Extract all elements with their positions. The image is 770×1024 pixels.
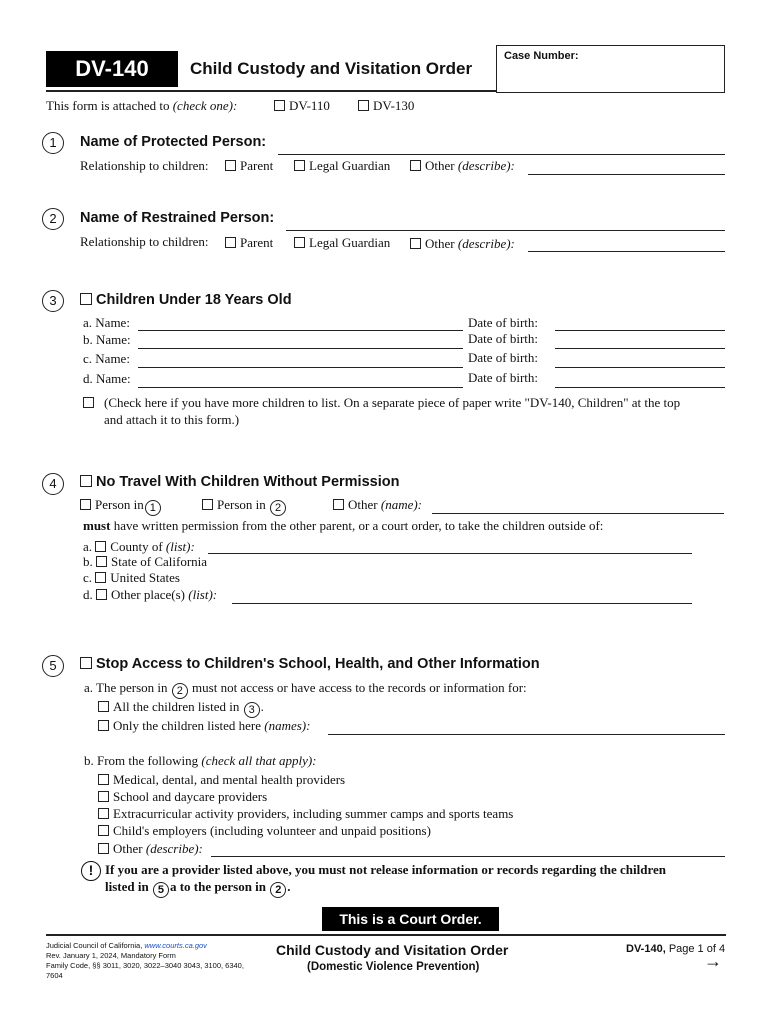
circle-ref-3: 3 [244, 702, 260, 718]
s1-guardian-option[interactable] [294, 158, 390, 174]
child-dob-field[interactable] [555, 348, 725, 349]
checkbox[interactable] [98, 774, 109, 785]
other-label: Other [425, 236, 455, 251]
page-number: Page 1 of 4 [668, 943, 726, 955]
s5-b-text: b. From the following (check all that apply): [84, 753, 317, 768]
code-text-2: 7604 [46, 971, 63, 980]
child-dob-field[interactable] [555, 367, 725, 368]
describe-hint: (describe): [457, 236, 515, 251]
dv130-label: DV-130 [373, 98, 415, 113]
restrained-name-field[interactable] [286, 230, 725, 231]
circle-ref-1: 1 [145, 500, 161, 516]
circle-ref-5: 5 [153, 882, 169, 898]
s4-item-a[interactable]: a. County of (list): [83, 539, 195, 554]
s5-a-text: a. The person in 2 must not access or have access to the records or information for: [84, 680, 527, 697]
checkbox[interactable] [80, 499, 91, 510]
more-children-checkbox-row[interactable] [83, 395, 98, 411]
checkbox[interactable] [274, 100, 285, 111]
child-name-field[interactable] [138, 330, 463, 331]
checkbox[interactable] [95, 572, 106, 583]
guardian-label: Legal Guardian [309, 235, 391, 250]
footer-rule [46, 934, 726, 936]
checkbox[interactable] [410, 238, 421, 249]
s2-rel-label: Relationship to children: [80, 234, 209, 249]
attached-label: This form is attached to [46, 98, 170, 113]
parent-label: Parent [240, 158, 274, 173]
child-dob-label: Date of birth: [468, 350, 539, 365]
parent-label: Parent [240, 235, 274, 250]
checkbox[interactable] [225, 160, 236, 171]
section-2-number: 2 [42, 208, 64, 230]
child-dob-label: Date of birth: [468, 331, 539, 346]
provider-other-field[interactable] [211, 856, 725, 857]
checkbox[interactable] [96, 556, 107, 567]
must-emphasis: must [83, 518, 111, 533]
attached-opt-dv110[interactable] [274, 98, 330, 114]
section-3-heading[interactable] [80, 292, 292, 308]
checkbox[interactable] [98, 825, 109, 836]
footer-title: Child Custody and Visitation Order [276, 942, 509, 958]
section-1-heading: Name of Protected Person: [80, 134, 267, 150]
attached-opt-dv130[interactable] [358, 98, 414, 114]
checkbox[interactable] [98, 791, 109, 802]
s1-other-option[interactable] [410, 158, 515, 174]
checkbox[interactable] [95, 541, 106, 552]
checkbox[interactable] [80, 475, 92, 487]
checkbox[interactable] [202, 499, 213, 510]
circle-ref-2: 2 [270, 500, 286, 516]
court-order-banner: This is a Court Order. [322, 907, 499, 931]
heading-text: Stop Access to Children's School, Health, and Other Information [96, 656, 540, 672]
more-children-line2: and attach it to this form.) [104, 412, 240, 427]
footer-left [46, 941, 244, 981]
form-id: DV-140 [75, 56, 149, 81]
courts-link[interactable]: www.courts.ca.gov [144, 941, 207, 950]
section-5-number: 5 [42, 655, 64, 677]
section-2-heading: Name of Restrained Person: [80, 210, 275, 226]
case-number-label: Case Number: [504, 50, 579, 62]
child-row: a. Name: [83, 315, 130, 330]
attached-hint: (check one): [172, 98, 238, 113]
circle-ref-2: 2 [172, 683, 188, 699]
s2-other-field[interactable] [528, 251, 725, 252]
s4-item-d[interactable]: d. Other place(s) (list): [83, 587, 218, 602]
checkbox[interactable] [98, 720, 109, 731]
provider-option[interactable]: Child's employers (including volunteer and unpaid positions) [98, 823, 431, 839]
footer-subtitle: (Domestic Violence Prevention) [307, 961, 480, 973]
child-dob-field[interactable] [555, 330, 725, 331]
section-5-heading[interactable] [80, 656, 540, 672]
other-label: Other [425, 158, 455, 173]
s2-parent-option[interactable] [225, 235, 273, 251]
child-dob-label: Date of birth: [468, 315, 539, 330]
next-page-arrow-icon[interactable]: → [704, 951, 722, 971]
header-rule [46, 90, 496, 92]
checkbox[interactable] [225, 237, 236, 248]
child-name-field[interactable] [138, 367, 463, 368]
s2-other-option[interactable] [410, 236, 515, 252]
child-dob-field[interactable] [555, 387, 725, 388]
provider-option[interactable]: School and daycare providers [98, 789, 267, 805]
heading-text: Children Under 18 Years Old [96, 292, 292, 308]
code-text: Family Code, §§ 3011, 3020, 3022–3040 3043, 3100, 6340, [46, 961, 244, 970]
checkbox[interactable] [98, 843, 109, 854]
heading-text: No Travel With Children Without Permission [96, 474, 400, 490]
provider-other-option[interactable]: Other (describe): [98, 841, 203, 857]
section-4-heading[interactable] [80, 474, 399, 490]
page-form-id: DV-140, [626, 943, 666, 955]
s5-only-option[interactable]: Only the children listed here (names): [98, 718, 310, 734]
section-4-number: 4 [42, 473, 64, 495]
warning-line2: listed in 5 a to the person in 2 . [105, 879, 291, 896]
checkbox[interactable] [410, 160, 421, 171]
checkbox[interactable] [83, 397, 94, 408]
name-hint: (name): [380, 497, 423, 512]
s1-parent-option[interactable] [225, 158, 273, 174]
checkbox[interactable] [294, 160, 305, 171]
other-label: Other [348, 497, 378, 512]
checkbox[interactable] [96, 589, 107, 600]
s5-all-option[interactable]: All the children listed in 3 . [98, 699, 264, 718]
child-name-field[interactable] [138, 348, 463, 349]
s4-item-c[interactable]: c. United States [83, 570, 180, 585]
form-title: Child Custody and Visitation Order [190, 59, 473, 78]
guardian-label: Legal Guardian [309, 158, 391, 173]
s4-other-field[interactable] [432, 513, 724, 514]
warning-line1: If you are a provider listed above, you must not release information or records regarding the children [105, 862, 667, 877]
case-number-box[interactable] [496, 45, 725, 93]
protected-name-field[interactable] [278, 154, 725, 155]
checkbox[interactable] [80, 657, 92, 669]
dv110-label: DV-110 [289, 98, 330, 113]
warning-icon: ! [81, 861, 101, 881]
s1-other-field[interactable] [528, 174, 725, 175]
person-in-label: Person in [217, 497, 266, 512]
county-field[interactable] [208, 553, 692, 554]
s2-guardian-option[interactable] [294, 235, 390, 251]
rev-text: Rev. January 1, 2024, Mandatory Form [46, 951, 176, 960]
attached-row [46, 98, 237, 114]
checkbox[interactable] [98, 808, 109, 819]
child-name-field[interactable] [138, 387, 463, 388]
section-1-number: 1 [42, 132, 64, 154]
only-children-field[interactable] [328, 734, 725, 735]
must-rest: have written permission from the other parent, or a court order, to take the children outside of: [113, 518, 604, 533]
form-id-box [46, 51, 178, 87]
more-children-line1: (Check here if you have more children to list. On a separate piece of paper write "DV-140, Children" at the top [104, 395, 681, 410]
child-row: b. Name: [83, 332, 131, 347]
child-dob-label: Date of birth: [468, 370, 539, 385]
checkbox[interactable] [294, 237, 305, 248]
s4-must-text [83, 518, 603, 534]
s4-person1-option[interactable] [80, 497, 162, 516]
checkbox[interactable] [358, 100, 369, 111]
other-places-field[interactable] [232, 603, 692, 604]
provider-option[interactable]: Extracurricular activity providers, including summer camps and sports teams [98, 806, 513, 822]
section-3-number: 3 [42, 290, 64, 312]
checkbox[interactable] [80, 293, 92, 305]
child-row: c. Name: [83, 351, 130, 366]
provider-option[interactable]: Medical, dental, and mental health providers [98, 772, 345, 788]
s4-item-b[interactable]: b. State of California [83, 554, 208, 569]
circle-ref-2: 2 [270, 882, 286, 898]
child-row: d. Name: [83, 371, 131, 386]
s1-rel-label: Relationship to children: [80, 158, 209, 173]
describe-hint: (describe): [457, 158, 515, 173]
checkbox[interactable] [333, 499, 344, 510]
s4-other-option[interactable] [333, 497, 422, 513]
s4-person2-option[interactable] [202, 497, 287, 516]
person-in-label: Person in [95, 497, 144, 512]
checkbox[interactable] [98, 701, 109, 712]
council-text: Judicial Council of California, [46, 941, 143, 950]
